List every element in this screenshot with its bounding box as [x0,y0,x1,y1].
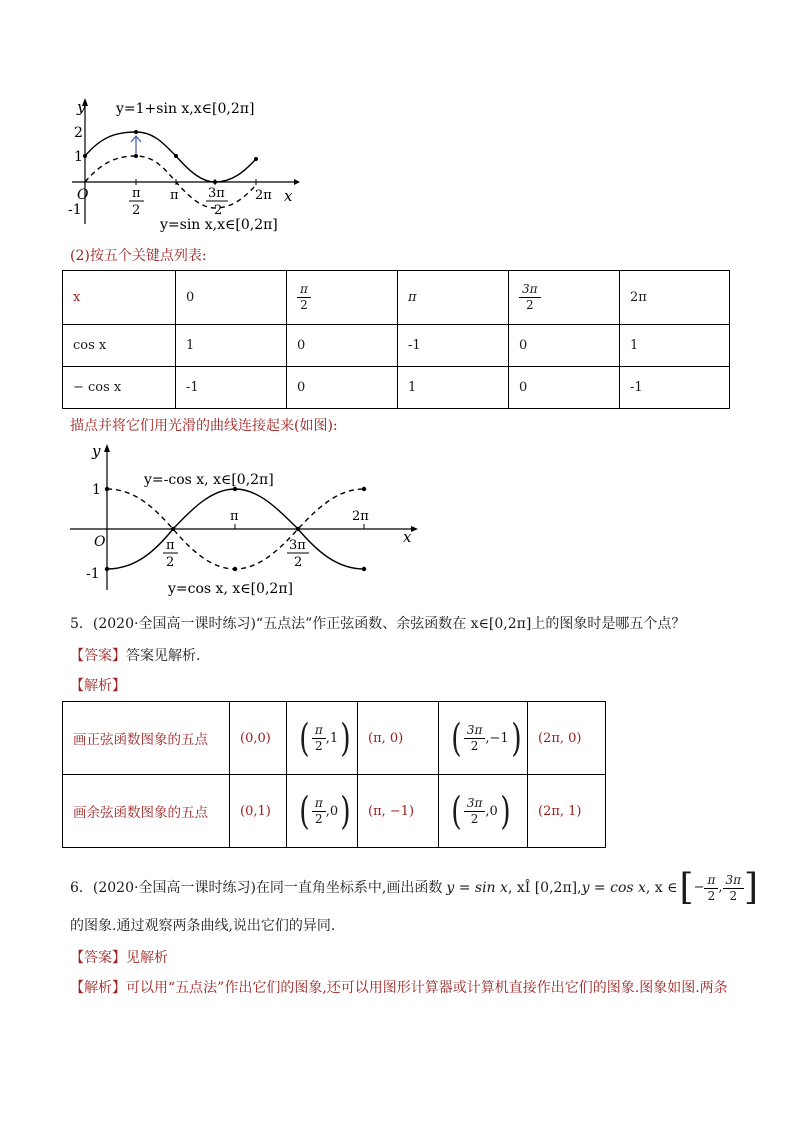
row-label-neg-cos: − cos x [63,367,176,409]
x-tick-three-half-den: 2 [294,555,303,570]
y-axis-label: y [92,442,101,460]
point [254,157,258,161]
x-tick-three-half-num: 3π [289,538,306,553]
point [362,487,366,491]
table-row [63,367,730,409]
question-6 [70,867,759,908]
x-tick-two-pi: 2π [255,188,272,203]
analysis-tag: 【解析】 [70,980,126,996]
curve-label-top: y=-cos x, x∈[0,2π] [144,472,274,488]
table-row [63,702,606,775]
table-cell: 1 [620,325,730,367]
point-cell: (0,0) [230,702,287,775]
row-label-cos: cos x [63,325,176,367]
x-tick-half-pi-den: 2 [132,203,141,218]
y-tick: -1 [68,202,82,218]
y-tick: -1 [86,566,100,582]
table-cell: -1 [620,367,730,409]
table-cell: 0 [509,325,620,367]
origin-label: O [77,187,89,203]
row-label-x: x [63,271,176,325]
curve-label-bottom: y=sin x,x∈[0,2π] [160,217,278,233]
analysis-text: 可以用“五点法”作出它们的图象,还可以用图形计算器或计算机直接作出它们的图象.图象如图.两条 [126,980,728,996]
answer-text: 见解析 [126,950,168,966]
q6-text: 6．(2020·全国高一课时练习)在同一直角坐标系中,画出函数 [70,880,443,896]
five-points-table [62,701,606,848]
func-sin: y = sin x [446,880,508,896]
point [134,130,138,134]
origin-label: O [94,534,106,550]
point [362,567,366,571]
x-tick-three-half-num: 3π [208,186,225,201]
answer-tag: 【答案】 [70,648,126,664]
table-cell: 0 [287,325,398,367]
question-5: 5．(2020·全国高一课时练习)“五点法”作正弦函数、余弦函数在 x∈[0,2π]上的图象时是哪五个点？ [70,616,686,632]
row-label-sin: 画正弦函数图象的五点 [63,702,230,775]
row-label-cos: 画余弦函数图象的五点 [63,775,230,848]
table-cell: 0 [287,367,398,409]
q6-analysis [70,978,728,998]
key-points-table [62,270,730,409]
point [83,154,87,158]
domain-sin: , xÎ [0,2π], [507,880,582,896]
q5-answer [70,646,200,666]
point-cell: (2π, 0) [528,702,606,775]
table-row [63,271,730,325]
table-cell: 0 [176,271,287,325]
graph-sin-shift [62,96,302,240]
table-row [63,775,606,848]
x-tick-half-pi-den: 2 [166,555,175,570]
q5-analysis-tag: 【解析】 [70,678,126,694]
x-tick-two-pi: 2π [352,509,369,524]
curve-label-bottom: y=cos x, x∈[0,2π] [168,581,293,597]
domain-cos-prefix: , x ∈ [645,880,678,896]
curve-label-top: y=1+sin x,x∈[0,2π] [116,101,255,117]
table-cell: -1 [398,325,509,367]
y-tick: 2 [74,125,83,141]
point [105,487,109,491]
q6-answer [70,948,168,968]
answer-tag: 【答案】 [70,950,126,966]
x-axis-label: x [403,528,412,546]
table-cell: 0 [509,367,620,409]
answer-text: 答案见解析. [126,648,201,664]
table-cell: 1 [176,325,287,367]
point [134,154,138,158]
step-2-label: (2)按五个关键点列表: [70,248,207,264]
q6-line2: 的图象.通过观察两条曲线,说出它们的异同. [70,918,336,934]
point-cell: (π, −1) [358,775,439,848]
table-row [63,325,730,367]
point-cell: (2π, 1) [528,775,606,848]
graph-cos-neg-cos [66,440,426,602]
x-axis-label: x [284,187,293,205]
table-cell: 2π [620,271,730,325]
y-tick: 1 [92,482,101,498]
x-tick-half-pi-num: π [132,186,141,201]
point [174,154,178,158]
point-cell: ( $\frac{\pi}{2}$ , 1 ) [287,702,358,775]
table-cell: $\frac{3\pi}{2}$ [509,271,620,325]
point-cell: ( $\frac{3\pi}{2}$ , −1 ) [439,702,528,775]
point [105,567,109,571]
table-cell: 1 [398,367,509,409]
point-cell: ( $\frac{\pi}{2}$ , 0 ) [287,775,358,848]
func-cos: y = cos x [581,880,646,896]
point-cell: (π, 0) [358,702,439,775]
x-tick-three-half-den: 2 [214,203,223,218]
table-cell: $\frac{\pi}{2}$ [287,271,398,325]
x-tick-pi: π [230,509,239,524]
curve-one-plus-sin [85,132,256,182]
y-tick: 1 [74,149,83,165]
point-cell: (0,1) [230,775,287,848]
table-cell: -1 [176,367,287,409]
domain-cos: [ − $\frac{\pi}{2}$ , $\frac{3\pi}{2}$ ] [679,867,759,908]
point [233,567,237,571]
table-cell: π [398,271,509,325]
y-axis-label: y [77,98,86,116]
x-tick-half-pi-num: π [166,538,175,553]
point-cell: ( $\frac{3\pi}{2}$ , 0 ) [439,775,528,848]
x-tick-pi: π [170,188,179,203]
connect-instruction: 描点并将它们用光滑的曲线连接起来(如图): [70,418,338,434]
point [296,527,300,531]
point [171,527,175,531]
